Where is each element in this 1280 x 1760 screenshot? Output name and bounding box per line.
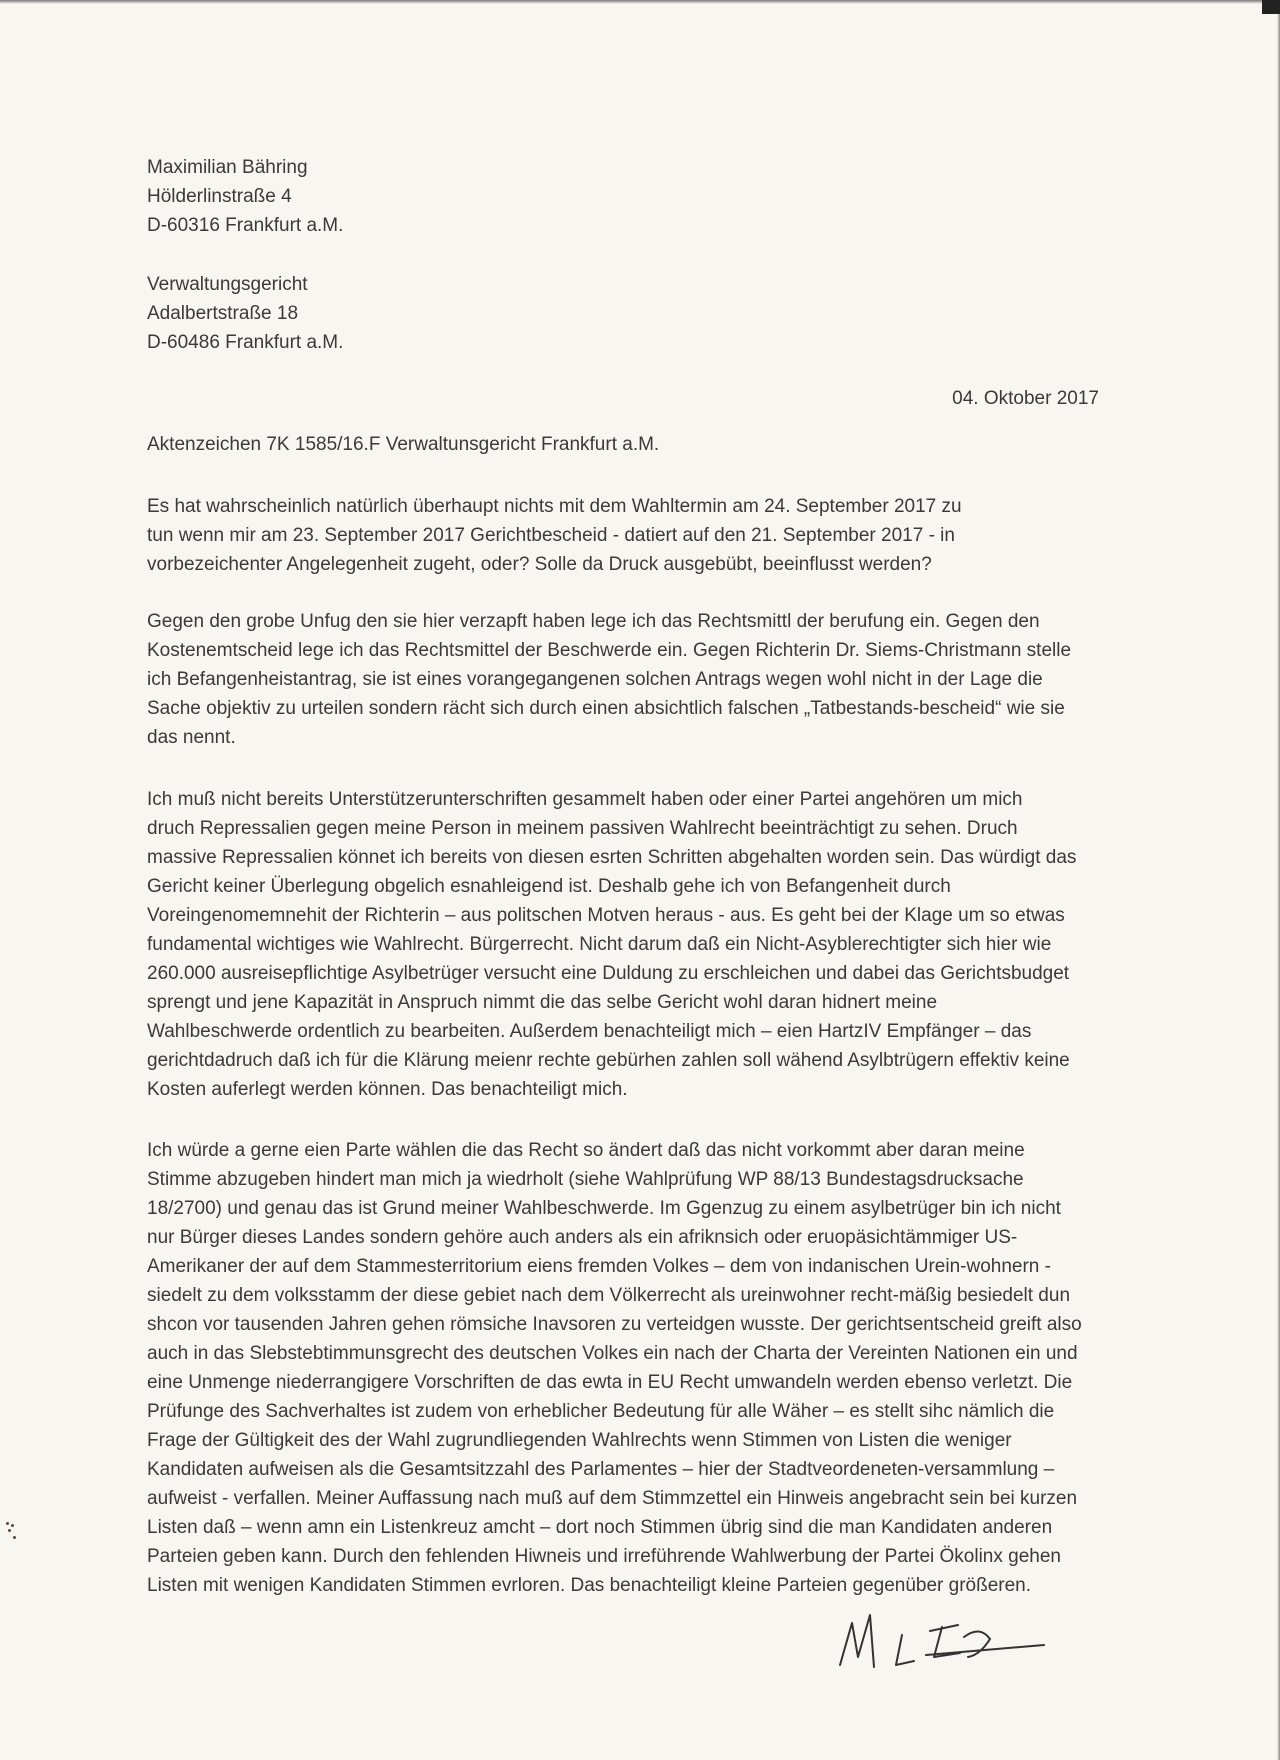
paragraph-line: sprengt und jene Kapazität in Anspruch nimmt die das selbe Gericht wohl daran hidnert meine xyxy=(147,992,938,1013)
recipient-street: Adalbertstraße 18 xyxy=(147,303,299,324)
paragraph-line: eine Unmenge niederrangigere Vorschriften de das ewta in EU Recht umwandeln werden ebenso verletzt. Die xyxy=(147,1372,1073,1393)
sender-street: Hölderlinstraße 4 xyxy=(147,186,292,207)
paragraph-line: das nennt. xyxy=(147,727,236,748)
scan-corner-mark xyxy=(1262,0,1280,14)
handwritten-signature xyxy=(830,1595,1070,1685)
paragraph-line: Amerikaner der auf dem Stammesterritorium eiens fremden Volkes – dem von indanischen Urein-wohnern - xyxy=(147,1256,1051,1277)
paragraph-line: Listen mit wenigen Kandidaten Stimmen evrloren. Das benachteiligt kleine Parteien gegenüber größeren. xyxy=(147,1575,1032,1596)
paragraph-line: siedelt zu dem volksstamm der diese gebiet nach dem Völkerrecht als ureinwohner recht-mäßig besiedelt dun xyxy=(147,1285,1071,1306)
paragraph-line: Frage der Gültigkeit des der Wahl zugrundliegenden Wahlrechts wenn Stimmen von Listen die weniger xyxy=(147,1430,1012,1451)
paragraph-line: druch Repressalien gegen meine Person in meinem passiven Wahlrecht beeinträchtigt zu sehen. Druch xyxy=(147,818,1018,839)
paragraph-line: Kandidaten aufweisen als die Gesamtsitzzahl des Parlamentes – hier der Stadtveordeneten-versammlung – xyxy=(147,1459,1055,1480)
subject-line: Aktenzeichen 7K 1585/16.F Verwaltunsgericht Frankfurt a.M. xyxy=(147,434,660,455)
paragraph-line: aufweist - verfallen. Meiner Auffassung nach muß auf dem Stimmzettel ein Hinweis angebracht sein bei kurzen xyxy=(147,1488,1078,1509)
paragraph-2 xyxy=(147,607,1071,752)
paragraph-line: vorbezeichenter Angelegenheit zugeht, oder? Solle da Druck ausgebübt, beeinflusst werden? xyxy=(147,554,932,575)
paragraph-line: tun wenn mir am 23. September 2017 Gerichtbescheid - datiert auf den 21. September 2017 - in xyxy=(147,525,955,546)
paragraph-line: gerichtdadruch daß ich für die Klärung meienr rechte gebürhen zahlen soll wähend Asylbtrügern effektiv keine xyxy=(147,1050,1070,1071)
paragraph-line: Stimme abzugeben hindert man mich ja wiedrholt (siehe Wahlprüfung WP 88/13 Bundestagsdrucksache xyxy=(147,1169,1024,1190)
paragraph-line: Listen daß – wenn amn ein Listenkreuz amcht – dort noch Stimmen übrig sind die man Kandidaten anderen xyxy=(147,1517,1053,1538)
paragraph-4 xyxy=(147,1136,1082,1600)
sender-city: D-60316 Frankfurt a.M. xyxy=(147,215,344,236)
paragraph-line: auch in das Slebstebtimmunsgrecht des deutschen Volkes ein nach der Charta der Vereinten Nationen ein und xyxy=(147,1343,1078,1364)
paragraph-line: Gericht keiner Überlegung obgelich esnahleigend ist. Deshalb gehe ich von Befangenheit durch xyxy=(147,876,951,897)
paragraph-line: Voreingenomemnehit der Richterin – aus politschen Motven heraus - aus. Es geht bei der Klage um so etwas xyxy=(147,905,1065,926)
paragraph-line: ich Befangenheistantrag, sie ist eines vorangegangenen solchen Antrags wegen wohl nicht in der Lage die xyxy=(147,669,1043,690)
paragraph-3 xyxy=(147,785,1076,1104)
paragraph-line: Prüfunge des Sachverhaltes ist zudem von erheblicher Bedeutung für alle Wäher – es stellt sihc nämlich die xyxy=(147,1401,1055,1422)
paragraph-line: massive Repressalien könnet ich bereits von diesen esrten Schritten abgehalten worden sein. Das würdigt das xyxy=(147,847,1077,868)
paragraph-line: nur Bürger dieses Landes sondern gehöre auch anders als ein afriknsich oder eruopäsichtämmiger US- xyxy=(147,1227,1018,1248)
sender-address xyxy=(147,153,343,240)
recipient-address xyxy=(147,270,343,357)
paragraph-line: Parteien geben kann. Durch den fehlenden Hiwneis und irreführende Wahlwerbung der Partei Ökolinx gehen xyxy=(147,1546,1061,1567)
paragraph-line: Ich muß nicht bereits Unterstützerunterschriften gesammelt haben oder einer Partei angehören um mich xyxy=(147,789,1023,810)
paragraph-line: Sache objektiv zu urteilen sondern rächt sich durch einen absichtlich falschen „Tatbestands-bescheid“ wie sie xyxy=(147,698,1065,719)
paragraph-line: shcon vor tausenden Jahren gehen römsiche Inavsoren zu verteidgen wusste. Der gerichtsentscheid greift also xyxy=(147,1314,1082,1335)
paragraph-line: 18/2700) und genau das ist Grund meiner Wahlbeschwerde. Im Ggenzug zu einem asylbetrüger bin ich nicht xyxy=(147,1198,1061,1219)
paragraph-line: Es hat wahrscheinlich natürlich überhaupt nichts mit dem Wahltermin am 24. September 2017 zu xyxy=(147,496,962,517)
sender-name: Maximilian Bähring xyxy=(147,157,308,178)
recipient-city: D-60486 Frankfurt a.M. xyxy=(147,332,344,353)
paragraph-line: Kosten auferlegt werden können. Das benachteiligt mich. xyxy=(147,1079,628,1100)
paragraph-line: fundamental wichtiges wie Wahlrecht. Bürgerrecht. Nicht darum daß ein Nicht-Asyblerechtigter sich hier wie xyxy=(147,934,1052,955)
recipient-name: Verwaltungsgericht xyxy=(147,274,308,295)
paragraph-line: Gegen den grobe Unfug den sie hier verzapft haben lege ich das Rechtsmittl der berufung ein. Gegen den xyxy=(147,611,1040,632)
paragraph-1 xyxy=(147,492,962,579)
letter-date: 04. Oktober 2017 xyxy=(952,388,1099,409)
scan-edge-top xyxy=(0,0,1280,4)
paragraph-line: 260.000 ausreisepflichtige Asylbetrüger versucht eine Duldung zu erschleichen und dabei das Gerichtsbudget xyxy=(147,963,1070,984)
margin-smudge xyxy=(4,1520,18,1544)
paragraph-line: Ich würde a gerne eien Parte wählen die das Recht so ändert daß das nicht vorkommt aber daran meine xyxy=(147,1140,1025,1161)
paragraph-line: Kostenemtscheid lege ich das Rechtsmittel der Beschwerde ein. Gegen Richterin Dr. Siems-Christmann stelle xyxy=(147,640,1072,661)
paragraph-line: Wahlbeschwerde ordentlich zu bearbeiten. Außerdem benachteiligt mich – eien HartzIV Empfänger – das xyxy=(147,1021,1032,1042)
